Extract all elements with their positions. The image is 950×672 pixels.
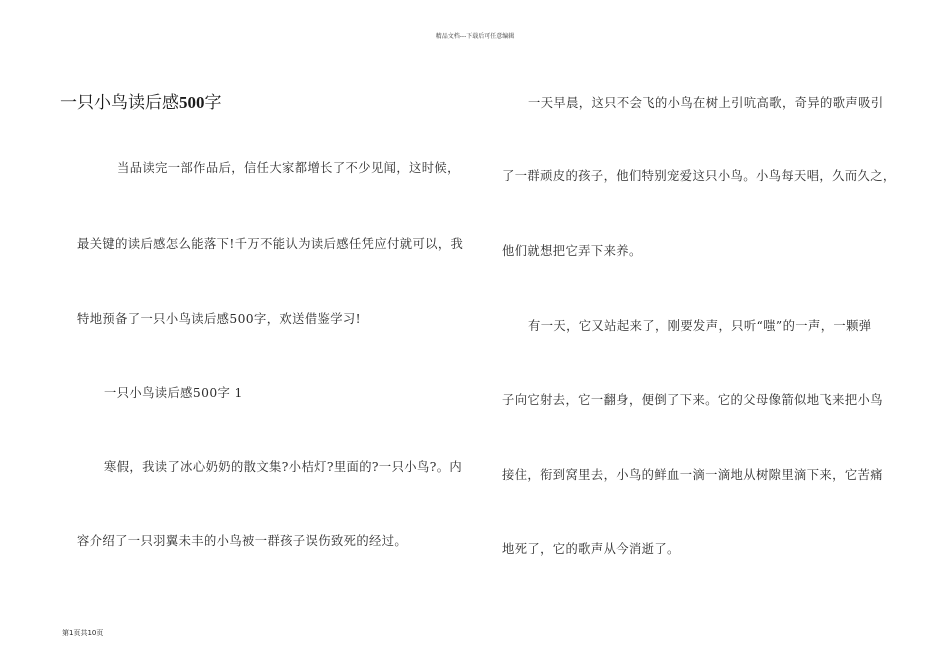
title-number: 500 bbox=[179, 93, 205, 112]
paragraph-line: 最关键的读后感怎么能落下!千万不能认为读后感任凭应付就可以，我 bbox=[77, 237, 464, 251]
document-title bbox=[60, 88, 222, 113]
paragraph-line: 寒假，我读了冰心奶奶的散文集?小桔灯?里面的?一只小鸟?。内 bbox=[104, 460, 463, 474]
paragraph-line: 容介绍了一只羽翼未丰的小鸟被一群孩子误伤致死的经过。 bbox=[77, 534, 408, 548]
paragraph-line: 了一群顽皮的孩子，他们特别宠爱这只小鸟。小鸟每天唱，久而久之， bbox=[502, 169, 896, 183]
paragraph-line: 接住，衔到窝里去，小鸟的鲜血一滴一滴地从树隙里滴下来，它苦痛 bbox=[502, 468, 883, 482]
page-number: 第1页共10页 bbox=[62, 629, 104, 637]
paragraph-line: 子向它射去，它一翻身，便倒了下来。它的父母像箭似地飞来把小鸟 bbox=[502, 393, 883, 407]
title-prefix: 一只小鸟读后感 bbox=[60, 93, 179, 113]
paragraph-line: 他们就想把它弄下来养。 bbox=[502, 244, 642, 258]
paragraph-line: 一天早晨，这只不会飞的小鸟在树上引吭高歌，奇异的歌声吸引 bbox=[528, 96, 884, 110]
page-header-note: 精品文档---下载后可任意编辑 bbox=[435, 33, 515, 40]
paragraph-line: 当品读完一部作品后，信任大家都增长了不少见闻，这时候， bbox=[117, 161, 460, 175]
title-suffix: 字 bbox=[204, 93, 222, 113]
paragraph-line: 地死了，它的歌声从今消逝了。 bbox=[502, 542, 680, 556]
paragraph-line: 有一天，它又站起来了，刚要发声，只听“嗤”的一声，一颗弹 bbox=[528, 319, 872, 333]
paragraph-line: 特地预备了一只小鸟读后感500字，欢送借鉴学习! bbox=[77, 312, 361, 326]
section-heading: 一只小鸟读后感500字 1 bbox=[104, 386, 243, 400]
